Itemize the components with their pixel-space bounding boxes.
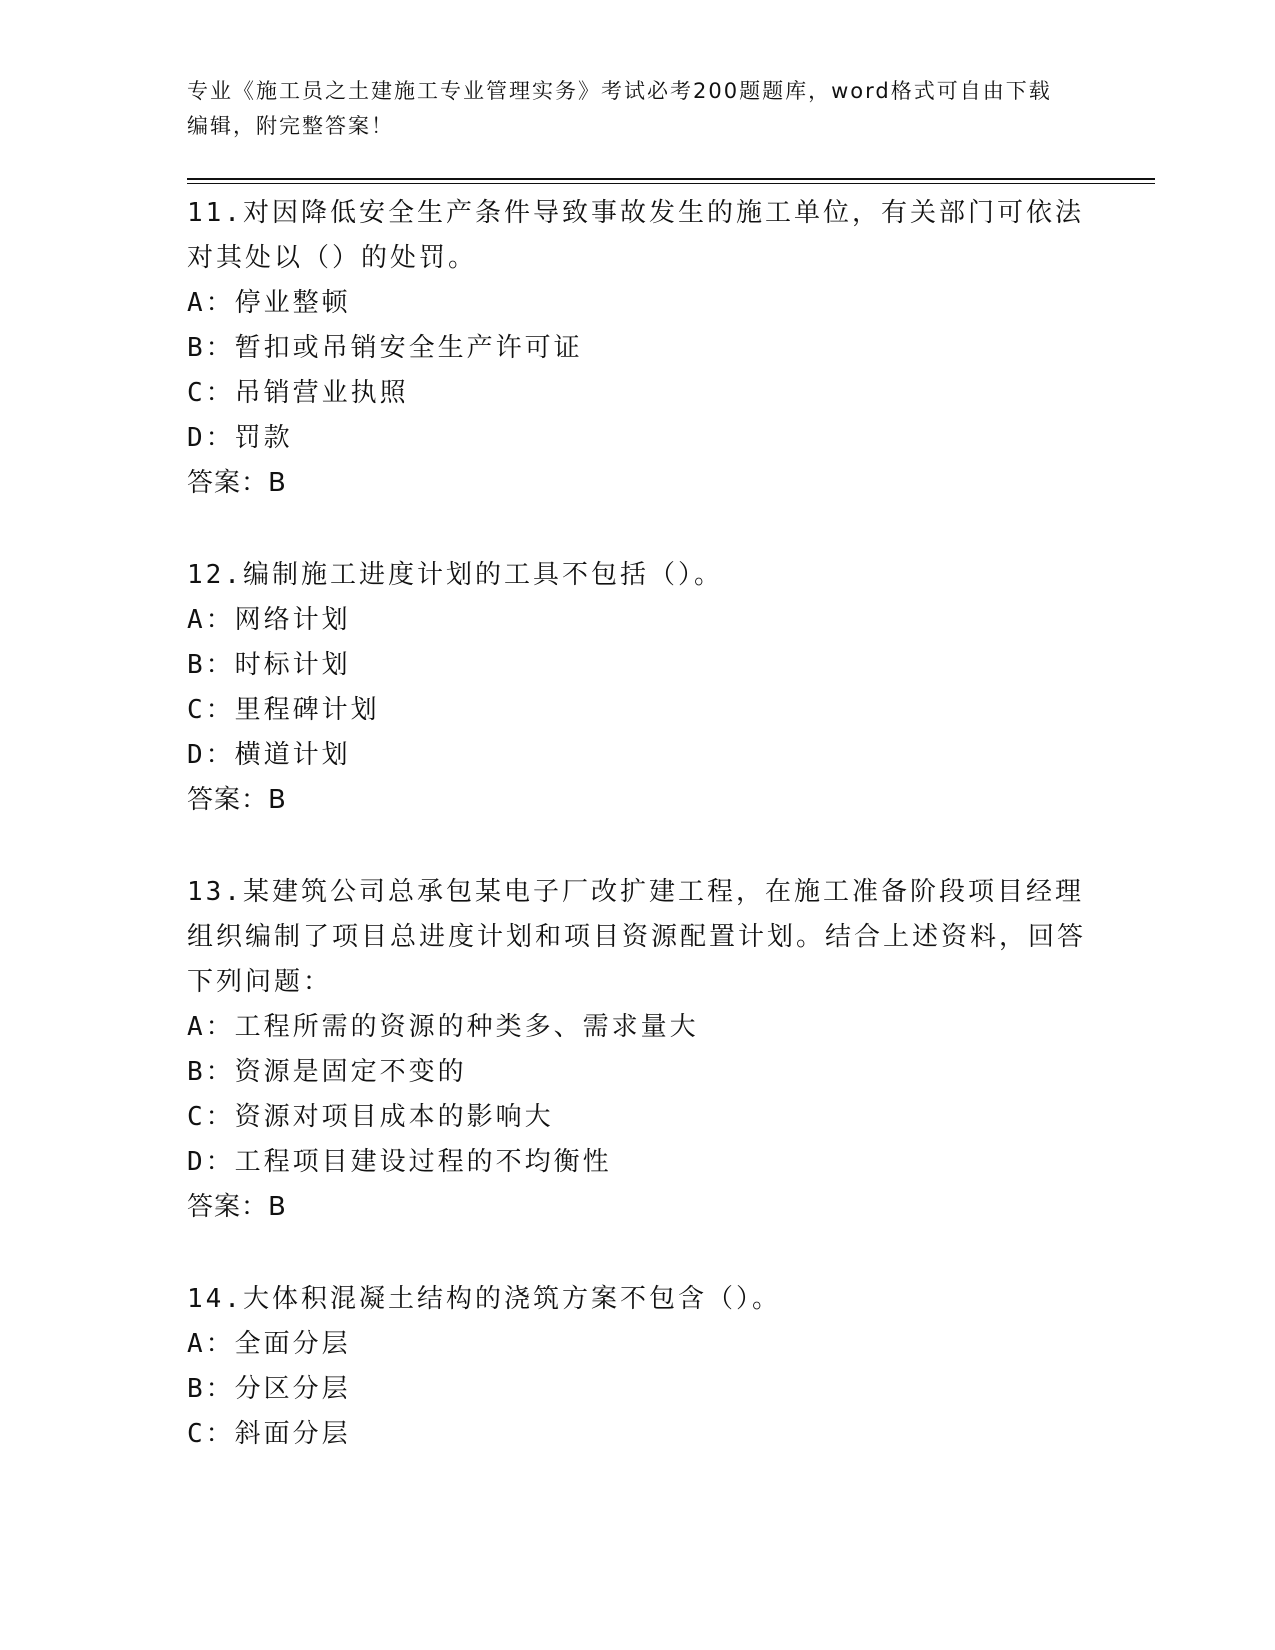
option-a: A：网络计划	[187, 605, 351, 635]
question-12	[187, 553, 1087, 823]
question-list	[187, 191, 1087, 1504]
question-text: 13.某建筑公司总承包某电子厂改扩建工程，在施工准备阶段项目经理组织编制了项目总进度计划和项目资源配置计划。结合上述资料，回答下列问题：	[187, 877, 1087, 997]
question-text: 11.对因降低安全生产条件导致事故发生的施工单位，有关部门可依法对其处以（）的处罚。	[187, 198, 1084, 273]
option-d: D：横道计划	[187, 740, 351, 770]
option-c: C：资源对项目成本的影响大	[187, 1102, 554, 1132]
question-11	[187, 191, 1087, 506]
option-c: C：吊销营业执照	[187, 378, 409, 408]
option-d: D：工程项目建设过程的不均衡性	[187, 1147, 612, 1177]
option-a: A：全面分层	[187, 1329, 351, 1359]
header-divider-thin	[187, 183, 1155, 184]
answer: 答案：B	[187, 785, 287, 815]
header-divider-thick	[187, 178, 1155, 180]
option-d: D：罚款	[187, 423, 293, 453]
question-text: 12.编制施工进度计划的工具不包括（）。	[187, 560, 723, 590]
question-text: 14.大体积混凝土结构的浇筑方案不包含（）。	[187, 1284, 781, 1314]
answer: 答案：B	[187, 1192, 287, 1222]
option-c: C：里程碑计划	[187, 695, 380, 725]
option-b: B：时标计划	[187, 650, 351, 680]
option-a: A：工程所需的资源的种类多、需求量大	[187, 1012, 699, 1042]
question-14	[187, 1277, 1087, 1457]
document-header: 专业《施工员之土建施工专业管理实务》考试必考200题题库，word格式可自由下载编辑，附完整答案！	[187, 79, 1052, 138]
option-c: C：斜面分层	[187, 1419, 351, 1449]
answer: 答案：B	[187, 468, 287, 498]
option-a: A：停业整顿	[187, 288, 351, 318]
question-13	[187, 870, 1087, 1230]
option-b: B：暂扣或吊销安全生产许可证	[187, 333, 583, 363]
option-b: B：分区分层	[187, 1374, 351, 1404]
option-b: B：资源是固定不变的	[187, 1057, 467, 1087]
